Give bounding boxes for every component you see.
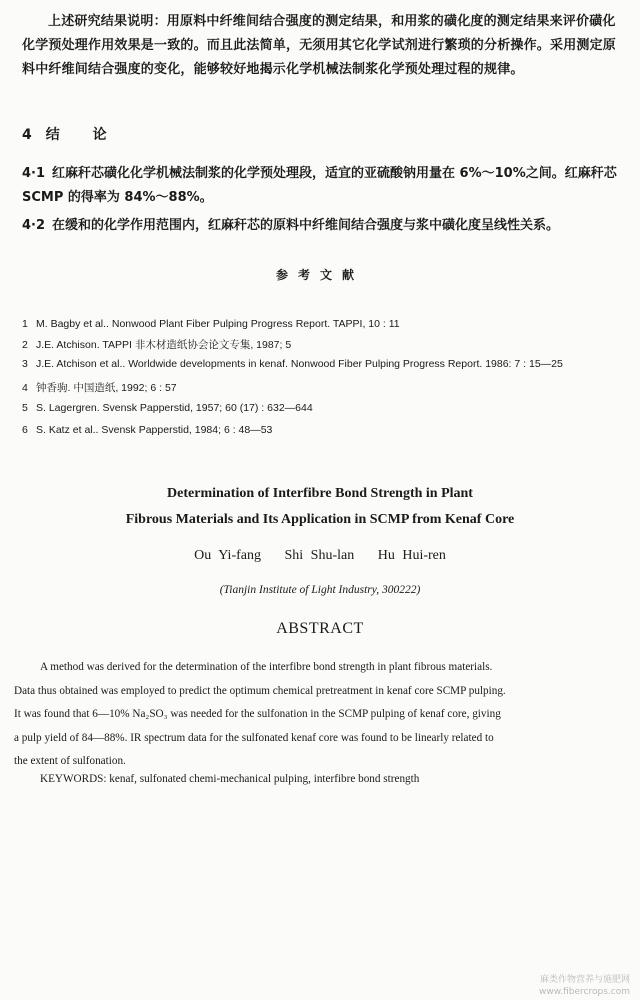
keywords: KEYWORDS: kenaf, sulfonated chemi-mechanical pulping, interfibre bond strength [40,773,420,785]
intro-paragraph [22,10,622,82]
section-title: 结 论 [45,127,121,143]
author-name: Shi Shu-lan [284,548,355,563]
reference-text: S. Katz et al.. Svensk Papperstid, 1984; 6 : 48—53 [36,424,273,436]
reference-text: S. Lagergren. Svensk Papperstid, 1957; 60 (17) : 632—644 [36,402,313,414]
watermark-line-1: 麻类作物营养与施肥网 [539,975,630,985]
conclusion-number: 4·2 [22,218,46,233]
author-list [0,548,640,564]
conclusion-number: 4·1 [22,166,46,181]
conclusion-text: 在缓和的化学作用范围内，红麻秆芯的原料中纤维间结合强度与浆中磺化度呈线性关系。 [52,218,560,233]
abstract-line: the extent of sulfonation. [14,755,126,767]
abstract-line: It was found that 6—10% Na₂SO₃ was needed for the sulfonation in the SCMP pulping of kenaf core, giving [14,708,501,720]
reference-text: J.E. Atchison et al.. Worldwide developments in kenaf. Nonwood Fiber Pulping Progress Report. 1986: 7 : 15—25 [36,358,563,370]
watermark [539,974,630,998]
reference-number: 2 [22,339,28,351]
reference-item [22,337,291,352]
reference-number: 1 [22,318,28,330]
author-name: Ou Yi-fang [194,548,261,563]
abstract-line: a pulp yield of 84—88%. IR spectrum data for the sulfonated kenaf core was found to be linearly related to [14,731,494,744]
reference-number: 4 [22,382,28,394]
reference-number: 6 [22,424,28,436]
references-heading: 参考文献 [275,268,364,282]
conclusion-text: 红麻秆芯磺化化学机械法制浆的化学预处理段，适宜的亚硫酸钠用量在 6%～10%之间。红麻秆芯 SCMP 的得率为 84%～88%。 [22,166,617,205]
reference-item [22,402,313,414]
abstract-line: A method was derived for the determination of the interfibre bond strength in plant fibrous materials. [40,661,493,673]
section-number: 4 [22,127,46,143]
intro-text: 上述研究结果说明：用原料中纤维间结合强度的测定结果，和用浆的磺化度的测定结果来评价磺化化学预处理作用效果是一致的。而且此法简单，无须用其它化学试剂进行繁琐的分析操作。采用测定原料中纤维间结合强度的变化，能够较好地揭示化学机械法制浆化学预处理过程的规律。 [22,14,617,77]
watermark-line-2: www.fibercrops.com [539,987,630,997]
conclusion-item [22,214,630,238]
reference-text: J.E. Atchison. TAPPI 非木材造纸协会论文专集, 1987; 5 [36,339,292,351]
english-title-line-2: Fibrous Materials and Its Application in SCMP from Kenaf Core [125,512,515,527]
author-name: Hu Hui-ren [377,548,446,563]
reference-item [22,318,400,330]
reference-number: 3 [22,358,28,370]
english-title-line-1: Determination of Interfibre Bond Strength in Plant [167,486,473,501]
abstract-heading: ABSTRACT [276,620,364,637]
conclusion-item [22,162,630,210]
section-heading [22,124,121,144]
affiliation: (Tianjin Institute of Light Industry, 300222) [219,584,421,596]
reference-text: 钟香驹. 中国造纸, 1992; 6 : 57 [36,382,177,394]
reference-item [22,424,272,436]
abstract-line: Data thus obtained was employed to predict the optimum chemical pretreatment in kenaf core SCMP pulping. [14,684,506,697]
abstract-body [14,656,626,774]
reference-text: M. Bagby et al.. Nonwood Plant Fiber Pulping Progress Report. TAPPI, 10 : 11 [36,318,400,330]
reference-item [22,358,563,370]
reference-number: 5 [22,402,28,414]
reference-item [22,380,177,395]
